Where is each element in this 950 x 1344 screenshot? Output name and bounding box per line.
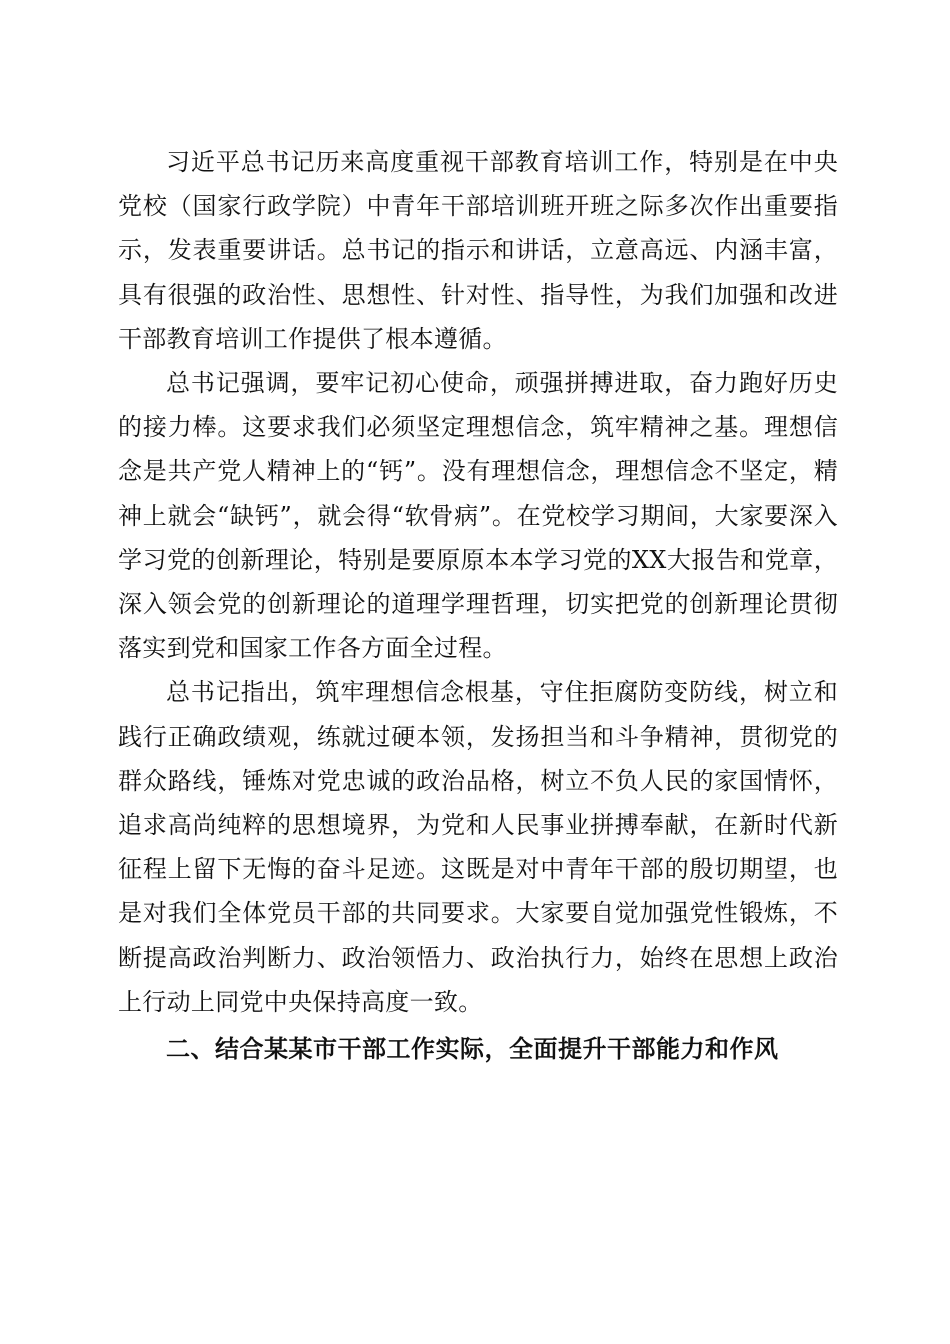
paragraph-requirements: 总书记指出，筑牢理想信念根基，守住拒腐防变防线，树立和践行正确政绩观，练就过硬本领，发扬担当和斗争精神，贯彻党的群众路线，锤炼对党忠诚的政治品格，树立不负人民的家国情怀，追求高尚纯粹的思想境界，为党和人民事业拼搏奉献，在新时代新征程上留下无悔的奋斗足迹。这既是对中青年干部的殷切期望，也是对我们全体党员干部的共同要求。大家要自觉加强党性锻炼，不断提高政治判断力、政治领悟力、政治执行力，始终在思想上政治上行动上同党中央保持高度一致。	[118, 678, 838, 1016]
paragraph-ideals-beliefs: 总书记强调，要牢记初心使命，顽强拼搏进取，奋力跑好历史的接力棒。这要求我们必须坚定理想信念，筑牢精神之基。理想信念是共产党人精神上的“钙”。没有理想信念，理想信念不坚定，精神上就会“缺钙”，就会得“软骨病”。在党校学习期间，大家要深入学习党的创新理论，特别是要原原本本学习党的XX大报告和党章，深入领会党的创新理论的道理学理哲理，切实把党的创新理论贯彻落实到党和国家工作各方面全过程。	[118, 369, 838, 663]
section-heading: 二、结合某某市干部工作实际，全面提升干部能力和作风	[166, 1035, 779, 1064]
document-body	[118, 140, 838, 1071]
paragraph-training-importance: 习近平总书记历来高度重视干部教育培训工作，特别是在中央党校（国家行政学院）中青年干部培训班开班之际多次作出重要指示，发表重要讲话。总书记的指示和讲话，立意高远、内涵丰富，具有很强的政治性、思想性、针对性、指导性，为我们加强和改进干部教育培训工作提供了根本遵循。	[118, 148, 838, 353]
